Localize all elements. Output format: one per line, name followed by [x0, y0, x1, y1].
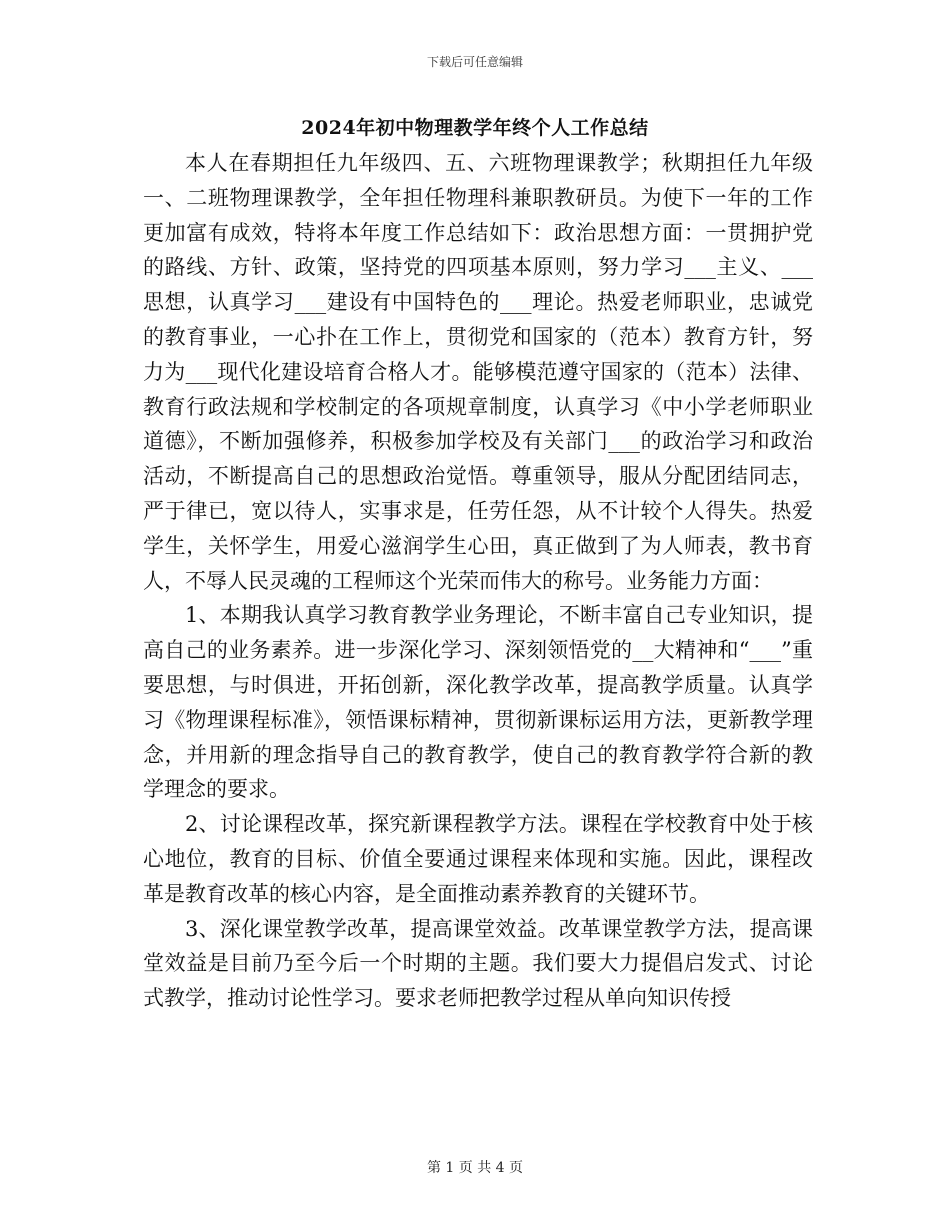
paragraph-item-3: 3、深化课堂教学改革，提高课堂效益。改革课堂教学方法，提高课堂效益是目前乃至今后一个时期的主题。我们要大力提倡启发式、讨论式教学，推动讨论性学习。要求老师把教学过程从单向知识传授	[143, 916, 813, 1011]
document-body	[143, 146, 813, 1016]
page-number: 第 1 页 共 4 页	[426, 1160, 524, 1176]
paragraph-intro: 本人在春期担任九年级四、五、六班物理课教学；秋期担任九年级一、二班物理课教学，全年担任物理科兼职教研员。为使下一年的工作更加富有成效，特将本年度工作总结如下：政治思想方面：一贯拥护党的路线、方针、政策，坚持党的四项基本原则，努力学习___主义、___思想，认真学习___建设有中国特色的___理论。热爱老师职业，忠诚党的教育事业，一心扑在工作上，贯彻党和国家的（范本）教育方针，努力为___现代化建设培育合格人才。能够模范遵守国家的（范本）法律、教育行政法规和学校制定的各项规章制度，认真学习《中小学老师职业道德》，不断加强修养，积极参加学校及有关部门___的政治学习和政治活动，不断提高自己的思想政治觉悟。尊重领导，服从分配团结同志，严于律已，宽以待人，实事求是，任劳任怨，从不计较个人得失。热爱学生，关怀学生，用爱心滋润学生心田，真正做到了为人师表，教书育人，不辱人民灵魂的工程师这个光荣而伟大的称号。业务能力方面：	[143, 151, 813, 593]
document-title: 2024年初中物理教学年终个人工作总结	[301, 117, 649, 139]
page-header-note: 下载后可任意编辑	[426, 55, 523, 69]
paragraph-item-1: 1、本期我认真学习教育教学业务理论，不断丰富自己专业知识，提高自己的业务素养。进一步深化学习、深刻领悟党的__大精神和“___”重要思想，与时俱进，开拓创新，深化教学改革，提高教学质量。认真学习《物理课程标准》，领悟课标精神，贯彻新课标运用方法，更新教学理念，并用新的理念指导自己的教育教学，使自己的教育教学符合新的教学理念的要求。	[143, 603, 813, 802]
paragraph-item-2: 2、讨论课程改革，探究新课程教学方法。课程在学校教育中处于核心地位，教育的目标、价值全要通过课程来体现和实施。因此，课程改革是教育改革的核心内容，是全面推动素养教育的关键环节。	[143, 812, 813, 906]
